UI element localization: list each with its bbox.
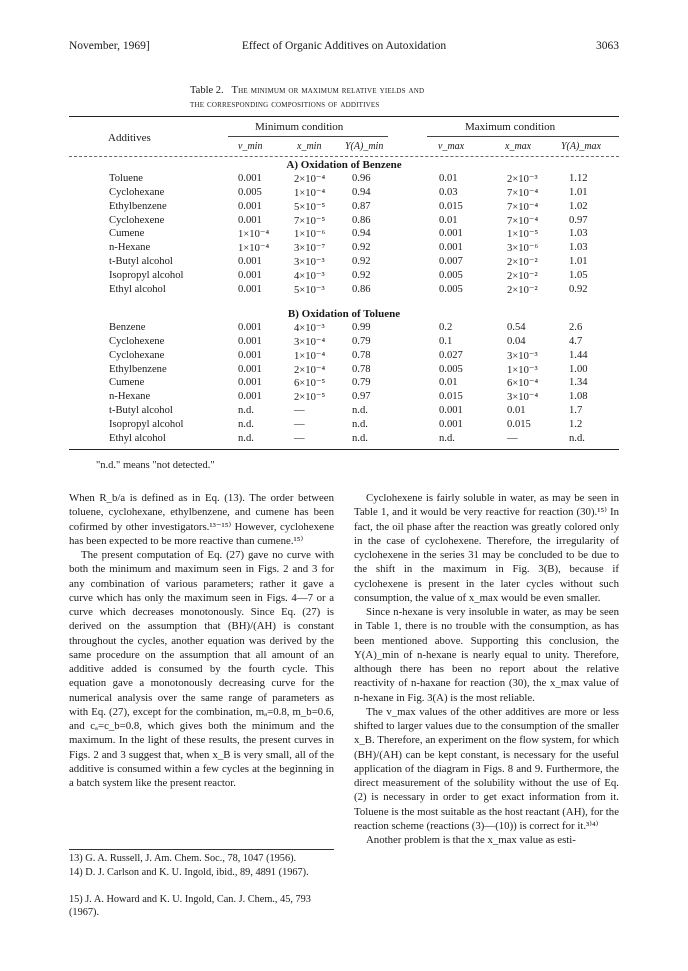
table-cell: 0.001 (439, 242, 463, 254)
additive-name: n-Hexane (109, 391, 151, 403)
additive-name: Isopropyl alcohol (109, 269, 184, 281)
table-cell: 0.001 (238, 256, 262, 268)
table-cell: 5×10⁻³ (294, 284, 325, 296)
additive-name: t-Butyl alcohol (109, 256, 173, 268)
table-cell: 0.96 (352, 173, 371, 184)
table-cell: 3×10⁻⁴ (294, 336, 326, 348)
table-cell: — (294, 418, 305, 430)
right-paragraph-4: Another problem is that the x_max value as esti- (366, 834, 576, 846)
table-row (69, 284, 619, 297)
table-cell: 1.05 (569, 269, 588, 281)
additive-name: t-Butyl alcohol (109, 405, 173, 417)
table-cell: n.d. (569, 432, 585, 444)
table-cell: 0.001 (238, 349, 262, 361)
table-cell: 2×10⁻³ (507, 174, 538, 185)
table-cell: 0.015 (439, 391, 463, 403)
right-paragraph-3: The v_max values of the other additives are more or less shifted to larger values due to the consumption of the smaller x_B. Therefore, an experiment on the flow system, for which (BH)/(AH) can be kept constant, is necessary for the useful application of the diagram in Figs. 8 and 9. Furthermore, the direct measurement of the solubility without the use of Eq. (2) is necessary in order to get exact information from it. Toluene is the most suitable as the host reactant (AH), for the reaction scheme (reactions (3)—(10)) is correct for it.³⁾⁴⁾ (354, 705, 619, 832)
table-cell: — (294, 432, 305, 444)
table-cell: 2×10⁻² (507, 270, 538, 282)
table-cell: 0.92 (352, 256, 371, 268)
table-note: "n.d." means "not detected." (96, 460, 215, 471)
table-cell: 0.99 (352, 322, 371, 333)
table-cell: 0.005 (439, 283, 463, 295)
table-cell: 1×10⁻⁴ (238, 243, 270, 255)
table-caption (190, 84, 424, 112)
table-top-rule (69, 116, 619, 117)
additive-name: Cumene (109, 377, 145, 389)
footnote-rule (69, 849, 334, 850)
table-cell: 1.01 (569, 186, 588, 198)
additive-name: Ethylbenzene (109, 363, 167, 375)
col-ymax: Y(A)_max (561, 141, 601, 152)
table-cell: 2×10⁻² (507, 257, 538, 269)
table-cell: 0.01 (507, 405, 526, 417)
table-cell: 3×10⁻⁴ (507, 392, 539, 404)
table-row (69, 322, 619, 335)
table-row (69, 256, 619, 269)
table-cell: 1×10⁻⁵ (507, 229, 539, 241)
table-cell: 0.2 (439, 322, 453, 333)
table-cell: 7×10⁻⁴ (507, 215, 539, 227)
table-cell: 0.92 (352, 269, 371, 281)
table-cell: 1.00 (569, 363, 588, 375)
table-cell: 1.02 (569, 200, 588, 212)
left-paragraph-2: The present computation of Eq. (27) gave no curve with both the minimum and maximum seen in Figs. 2 and 3 for any combination of various parameters; rather it gave a curve which has only the maximum seen in Figs. 4—7 or a curve which decreases monotonously. Since Eq. (27) is derived on the assumption that (BH)/(AH) is constant throughout the cycles, another equation was derived by the same procedure on the assumption that all amount of an additive added is consumed by the fourth cycle. This equation gave a monotonously decreasing curve for the numerical analysis over the same range of parameters as with Eq. (27), except for the combination, mₐ=0.8, m_b=0.6, and cₐ=c_b=0.8, which gives both the minimum and the maximum. In the light of these results, the present curves in Figs. 2 and 3 suggest that, when x_B is very small, all of the additive is consumed within a few cycles at the beginning in a batch system like the present reactor. (69, 549, 334, 789)
table-cell: 0.92 (352, 242, 371, 254)
table-cell: 2×10⁻⁴ (294, 364, 326, 376)
table-cell: 0.027 (439, 349, 463, 361)
table-row (69, 173, 619, 186)
table-row (69, 377, 619, 390)
additive-name: Isopropyl alcohol (109, 418, 184, 430)
additive-name: Cumene (109, 228, 145, 240)
table-cell: 0.001 (439, 418, 463, 430)
table-cell: 0.92 (569, 283, 588, 295)
table-cell: 0.54 (507, 322, 526, 333)
table-cell: 0.03 (439, 186, 458, 198)
table-row (69, 187, 619, 200)
additive-name: Ethyl alcohol (109, 283, 166, 295)
additive-name: Benzene (109, 322, 146, 333)
additive-name: Cyclohexene (109, 335, 165, 347)
table-cell: 3×10⁻³ (294, 257, 325, 269)
table-cell: 3×10⁻³ (507, 350, 538, 362)
header-title: Effect of Organic Additives on Autoxidation (241, 40, 447, 52)
table-cell: 0.005 (439, 363, 463, 375)
table-row (69, 419, 619, 432)
left-paragraph-1: When R_b/a is defined as in Eq. (13). The order between toluene, cyclohexane, ethylbenzene, and cumene has been cofirmed by other investigators.¹³⁻¹⁵⁾ However, cyclohexene has been expected to be more reactive than cumene.¹⁵⁾ (69, 492, 334, 547)
additive-name: Toluene (109, 173, 143, 184)
table-cell: n.d. (238, 418, 254, 430)
additive-name: n-Hexane (109, 242, 151, 254)
table-cell: 1.01 (569, 256, 588, 268)
col-vmax: v_max (438, 141, 465, 152)
table-cell: 4×10⁻³ (294, 270, 325, 282)
table-cell: 0.001 (238, 283, 262, 295)
table-cell: 4×10⁻³ (294, 323, 325, 334)
table-cell: 2.6 (569, 322, 583, 333)
table-cell: n.d. (352, 405, 368, 417)
header-date: November, 1969] (69, 40, 150, 52)
table-row (69, 242, 619, 255)
col-additives: Additives (108, 132, 151, 144)
table-cell: 0.86 (352, 283, 371, 295)
table-row (69, 364, 619, 377)
page-number: 3063 (596, 40, 619, 52)
table-cell: 0.001 (238, 363, 262, 375)
table-cell: 3×10⁻⁷ (294, 243, 326, 255)
table-cell: 2×10⁻⁴ (294, 174, 326, 185)
right-paragraph-2: Since n-hexane is very insoluble in water, as may be seen in Table 1, there is no trouble with the consumption, as has been mentioned above. Supporting this conclusion, the Y(A)_min of n-hexane is nearly equal to unity. Therefore, although there has been no report about the relative reactivity of n-haxane for reaction (30), the x_max value of n-hexane in Fig. 3(A) is the most reliable. (354, 606, 619, 704)
left-column (69, 491, 334, 790)
table-cell: 7×10⁻⁴ (507, 187, 539, 199)
table-cell: 7×10⁻⁴ (507, 201, 539, 213)
header-rule (69, 156, 619, 157)
caption-line-1: The minimum or maximum relative yields and (231, 85, 425, 96)
table-cell: 1×10⁻³ (507, 364, 538, 376)
table-cell: 5×10⁻⁵ (294, 201, 326, 213)
table-cell: 0.001 (238, 322, 262, 333)
table-cell: 1.03 (569, 242, 588, 254)
table-cell: 1.12 (569, 173, 588, 184)
table-cell: 0.79 (352, 335, 371, 347)
table-cell: 0.001 (439, 405, 463, 417)
table-cell: 0.015 (507, 418, 531, 430)
table-cell: 1.34 (569, 377, 588, 389)
table-cell: 0.1 (439, 335, 453, 347)
table-cell: 4.7 (569, 335, 583, 347)
col-ymin: Y(A)_min (345, 141, 384, 152)
table-cell: 0.86 (352, 214, 371, 226)
table-cell: 1×10⁻⁴ (238, 229, 270, 241)
footnote-13: 13) G. A. Russell, J. Am. Chem. Soc., 78, 1047 (1956). (69, 853, 297, 864)
table-row (69, 391, 619, 404)
table-cell: — (507, 432, 518, 444)
table-cell: 0.97 (352, 391, 371, 403)
table-cell: 0.94 (352, 186, 371, 198)
table-cell: 0.005 (439, 269, 463, 281)
table-row (69, 201, 619, 214)
table-cell: 0.001 (238, 173, 262, 184)
table-cell: 0.005 (238, 186, 262, 198)
table-cell: 1×10⁻⁴ (294, 187, 326, 199)
col-xmin: x_min (297, 141, 322, 152)
right-paragraph-1: Cyclohexene is fairly soluble in water, as may be seen in Table 1, and it would be very reactive for reaction (30).¹⁵⁾ In fact, the oil phase after the reaction was greatly colored only in the case of cyclohexene. Therefore, the irregularity of cyclohexene in the series 31 may be concluded to be due to the shift in the maximum in Fig. 3(B), because if cyclohexene is present in the later cycles without such consumption, the value of x_max would be even smaller. (354, 492, 619, 604)
additive-name: Ethyl alcohol (109, 432, 166, 444)
table-row (69, 270, 619, 283)
table-cell: 0.001 (238, 200, 262, 212)
table-cell: 6×10⁻⁴ (507, 378, 539, 390)
group-min-rule (228, 136, 388, 137)
table-cell: n.d. (238, 432, 254, 444)
col-vmin: v_min (238, 141, 263, 152)
table-cell: n.d. (352, 418, 368, 430)
table-cell: 1.44 (569, 349, 588, 361)
additive-name: Cyclohexene (109, 214, 165, 226)
table-cell: 2×10⁻² (507, 284, 538, 296)
table-cell: 1.03 (569, 228, 588, 240)
table-cell: 0.001 (439, 228, 463, 240)
right-column (354, 491, 619, 847)
table-row (69, 215, 619, 228)
table-cell: 0.01 (439, 377, 458, 389)
table-cell: 1×10⁻⁶ (294, 229, 326, 241)
col-xmax: x_max (505, 141, 532, 152)
table-row (69, 433, 619, 446)
table-cell: 0.001 (238, 214, 262, 226)
table-cell: 0.87 (352, 200, 371, 212)
caption-line-2: the corresponding compositions of additives (190, 99, 380, 110)
table-cell: 3×10⁻⁶ (507, 243, 539, 255)
footnote-14: 14) D. J. Carlson and K. U. Ingold, ibid., 89, 4891 (1967). (69, 867, 309, 878)
additive-name: Cyclohexane (109, 186, 165, 198)
table-row (69, 350, 619, 363)
table-cell: 0.001 (238, 391, 262, 403)
group-max-label: Maximum condition (465, 121, 556, 133)
table-cell: 6×10⁻⁵ (294, 378, 326, 390)
additive-name: Cyclohexane (109, 349, 165, 361)
table-cell: 0.79 (352, 377, 371, 389)
section-b-title: B) Oxidation of Toluene (287, 308, 401, 320)
section-a-title: A) Oxidation of Benzene (286, 159, 402, 171)
table-cell: 0.015 (439, 200, 463, 212)
table-cell: 0.01 (439, 173, 458, 184)
table-cell: 0.001 (238, 269, 262, 281)
table-cell: 0.94 (352, 228, 371, 240)
table-cell: 0.04 (507, 335, 526, 347)
table-cell: 1.08 (569, 391, 588, 403)
additive-name: Ethylbenzene (109, 200, 167, 212)
footnote-15: 15) J. A. Howard and K. U. Ingold, Can. J. Chem., 45, 793 (1967). (69, 894, 311, 918)
table-cell: 0.001 (238, 335, 262, 347)
table-cell: 1×10⁻⁴ (294, 350, 326, 362)
table-row (69, 336, 619, 349)
table-bottom-rule (69, 449, 619, 450)
table-cell: 0.007 (439, 256, 463, 268)
table-cell: 0.01 (439, 214, 458, 226)
table-cell: 0.001 (238, 377, 262, 389)
table-cell: 0.97 (569, 214, 588, 226)
table-cell: — (294, 405, 305, 417)
group-min-label: Minimum condition (255, 121, 344, 133)
table-cell: 7×10⁻⁵ (294, 215, 326, 227)
table-cell: 2×10⁻⁵ (294, 392, 326, 404)
table-cell: 0.78 (352, 363, 371, 375)
table-cell: n.d. (439, 432, 455, 444)
table-row (69, 405, 619, 418)
table-cell: n.d. (238, 405, 254, 417)
table-cell: 0.78 (352, 349, 371, 361)
table-cell: 1.7 (569, 405, 583, 417)
table-cell: 1.2 (569, 418, 583, 430)
table-cell: n.d. (352, 432, 368, 444)
table-row (69, 228, 619, 241)
group-max-rule (427, 136, 619, 137)
caption-label: Table 2. (190, 85, 224, 96)
